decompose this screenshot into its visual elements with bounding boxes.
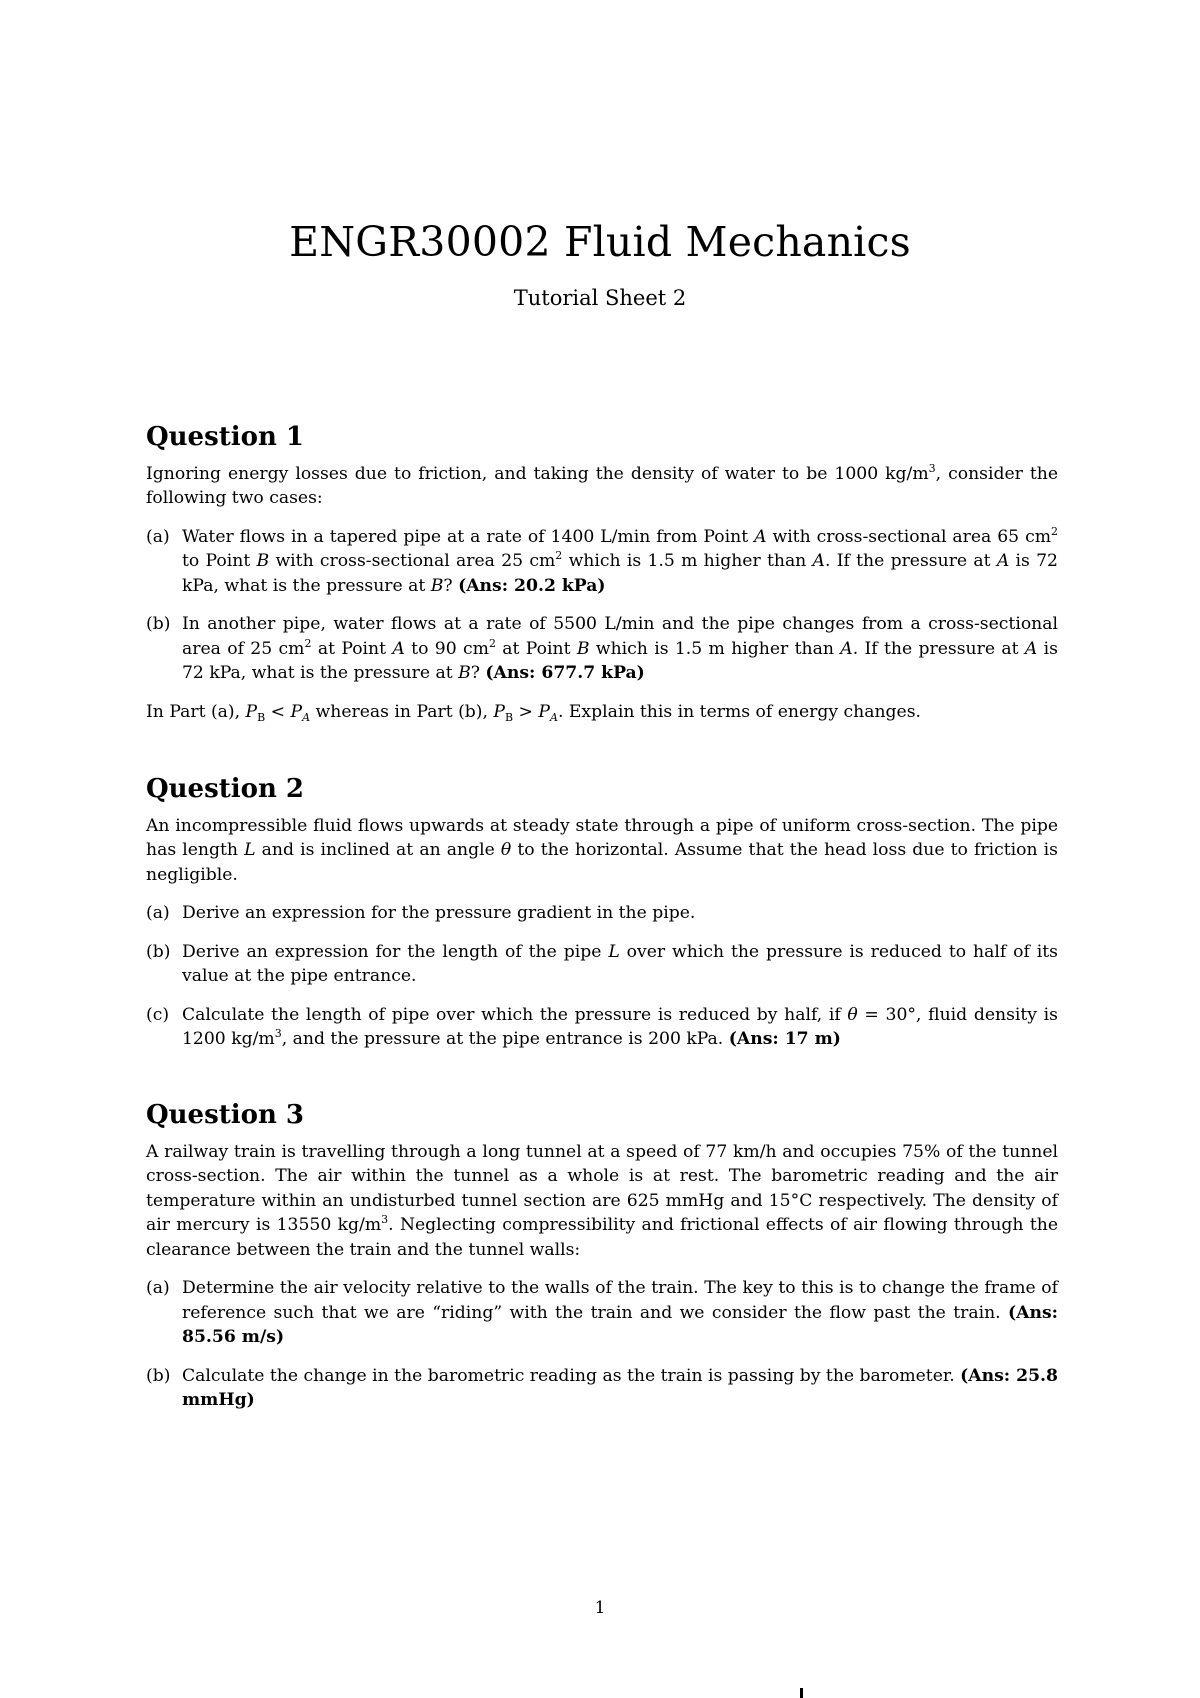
question-2-heading: Question 2 — [146, 774, 305, 804]
part-label: (b) — [146, 614, 171, 634]
question-1-heading: Question 1 — [146, 422, 305, 452]
question-1-intro: Ignoring energy losses due to friction, and taking the density of water to be 1000 $kg/m^3$, consider the following two cases: — [146, 461, 1058, 508]
question-3 — [146, 1100, 1058, 1427]
question-2-part-a — [146, 901, 1058, 926]
document-subtitle: Tutorial Sheet 2 — [513, 286, 687, 310]
part-label: (b) — [146, 1365, 171, 1386]
part-label: (a) — [146, 526, 170, 547]
answer: (Ans: 677.7 kPa) — [485, 663, 645, 683]
question-2-part-b — [146, 940, 1058, 989]
question-3-intro: A railway train is travelling through a long tunnel at a speed of 77 km/h and occupies 75% of the tunnel cross-section. The air within the tunnel as a whole is at rest. The barometric reading and the air temperature within an undisturbed tunnel section are 625 mmHg and 15°C respectively. The density of air mercury is 13550 $kg/m^3$. Neglecting compressibility and frictional effects of air flowing through the clearance between the train and the tunnel walls: — [146, 1141, 1058, 1260]
answer: (Ans: 25.8 mmHg) — [182, 1365, 1058, 1410]
question-3-heading: Question 3 — [146, 1100, 305, 1130]
question-2 — [146, 774, 1058, 1066]
question-1 — [146, 422, 1059, 738]
part-label: (a) — [146, 903, 170, 923]
question-2-part-c — [146, 1003, 1058, 1052]
answer: (Ans: 85.56 m/s) — [182, 1302, 1058, 1347]
question-3-part-b — [146, 1364, 1058, 1413]
edge-mark — [800, 1688, 803, 1698]
part-text: Derive an expression for the length of the pipe L over which the pressure is reduced to half of its value at the pipe entrance. — [182, 941, 1058, 986]
part-label: (c) — [146, 1004, 170, 1025]
question-1-part-b — [146, 612, 1058, 686]
page-number: 1 — [594, 1598, 606, 1618]
question-2-intro: An incompressible fluid flows upwards at steady state through a pipe of uniform cross-section. The pipe has length L and is inclined at an angle θ to the horizontal. Assume that the head loss due to friction is negligible. — [146, 815, 1058, 885]
document-title: ENGR30002 Fluid Mechanics — [289, 218, 911, 266]
part-label: (b) — [146, 941, 171, 962]
question-3-part-a — [146, 1276, 1058, 1350]
part-text: Determine the air velocity relative to the walls of the train. The key to this is to change the frame of reference such that we are “riding” with the train and we consider the flow past the train. (Ans: 85.56 m/s) — [182, 1278, 1058, 1347]
part-text: Derive an expression for the pressure gradient in the pipe. — [182, 903, 696, 923]
part-text: In another pipe, water flows at a rate of 5500 L/min and the pipe changes from a cross-sectional area of 25 $cm^2$ at Point A to 90 $cm^2$ at Point B which is 1.5 m higher than A. If the pressure at A is 72 kPa, what is the pressure at B? (Ans: 677.7 kPa) — [182, 614, 1058, 683]
question-1-part-a — [146, 525, 1058, 599]
question-1-outro: In Part (a), $P_B < P_A$ whereas in Part (b), $P_B > P_A$. Explain this in terms of energy changes. — [146, 701, 922, 724]
part-text: Calculate the length of pipe over which the pressure is reduced by half, if θ = 30°, fluid density is 1200 $kg/m^3$, and the pressure at the pipe entrance is 200 kPa. (Ans: 17 m) — [182, 1004, 1058, 1049]
answer: (Ans: 17 m) — [728, 1029, 841, 1049]
part-text: Calculate the change in the barometric reading as the train is passing by the barometer. (Ans: 25.8 mmHg) — [182, 1365, 1058, 1410]
answer: (Ans: 20.2 kPa) — [458, 575, 606, 596]
title-block — [0, 218, 1200, 310]
part-label: (a) — [146, 1278, 170, 1298]
part-text: Water flows in a tapered pipe at a rate of 1400 L/min from Point A with cross-sectional area 65 $cm^2$ to Point B with cross-sectional area 25 $cm^2$ which is 1.5 m higher than A. If the pressure at A is 72 kPa, what is the pressure at B? (Ans: 20.2 kPa) — [182, 524, 1059, 596]
